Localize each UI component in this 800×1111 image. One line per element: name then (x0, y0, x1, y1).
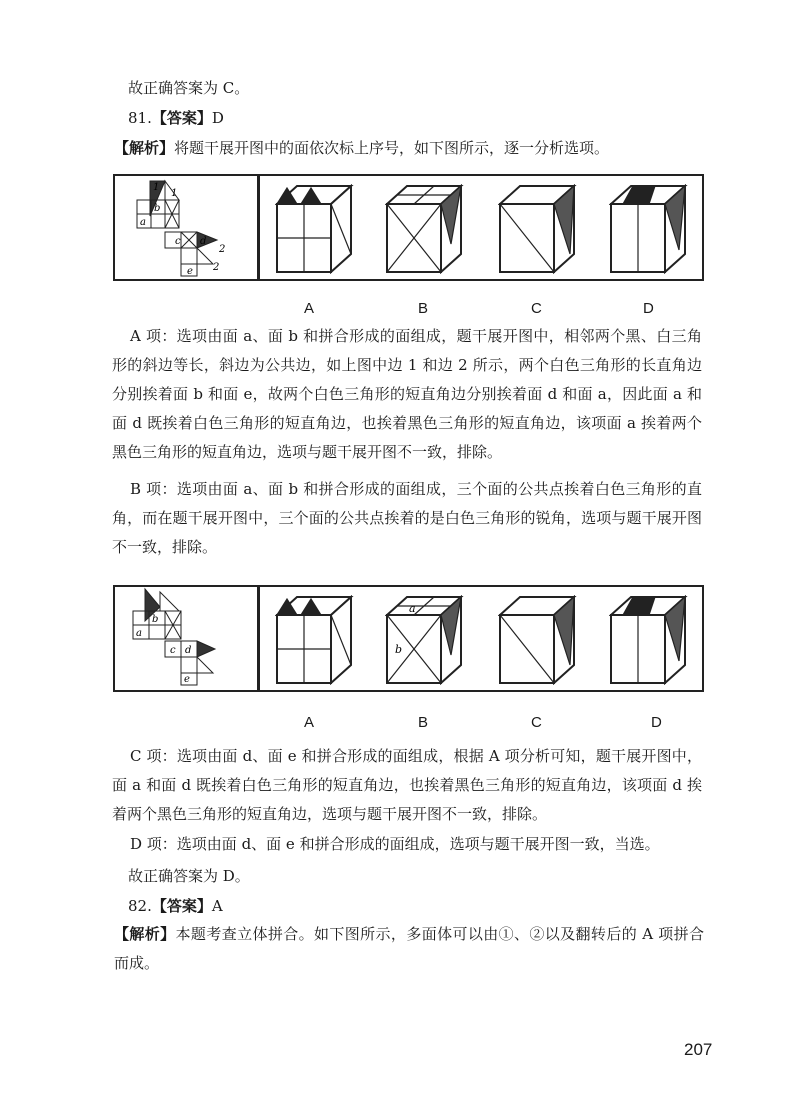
net1-label-e: e (187, 266, 193, 277)
q81-conclusion: 故正确答案为 D。 (128, 867, 250, 885)
net-svg-1 (115, 176, 257, 279)
cube-option-d-2 (609, 595, 689, 685)
net1-label-a: a (140, 217, 146, 228)
figure-1 (113, 174, 704, 281)
net2-label-d: d (185, 645, 192, 656)
cube-option-c-2 (498, 595, 578, 685)
net1-label-d: d (200, 236, 207, 247)
q81-intro: 将题干展开图中的面依次标上序号，如下图所示，逐一分析选项。 (174, 139, 610, 157)
net2-label-a: a (136, 628, 142, 639)
fig2-option-d-label: D (651, 714, 662, 731)
cube-option-b-1 (385, 184, 465, 274)
net-svg-2 (115, 587, 257, 690)
q82-analysis-block (114, 920, 704, 978)
fig2-option-c-label: C (531, 714, 542, 731)
cube-option-d-1 (609, 184, 689, 274)
q81-answer: D (211, 109, 224, 127)
option-b-analysis: B 项：选项由面 a、面 b 和拼合形成的面组成，三个面的公共点挨着白色三角形的直角，而在题干展开图中，三个面的公共点挨着的是白色三角形的锐角，选项与题干展开图不一致，排除。 (112, 480, 702, 556)
q82-answer: A (211, 897, 223, 915)
fig1-option-a-label: A (304, 300, 315, 317)
net2-label-c: c (170, 645, 176, 656)
option-a-analysis: A 项：选项由面 a、面 b 和拼合形成的面组成，题干展开图中，相邻两个黑、白三角形的斜边等长，斜边为公共边，如上图中边 1 和边 2 所示，两个白色三角形的长直角边分别挨着面 b 和面 e，故两个白色三角形的短直角边分别挨着面 d 和面 a，因此面 a 和面 d 既挨着白色三角形的短直角边，也挨着黑色三角形的短直角边，该项面 a 挨着两个黑色三角形的短直角边，选项与题干展开图不一致，排除。 (112, 327, 702, 461)
q81-analysis-line (114, 138, 609, 158)
net1-label-1a: 1 (153, 182, 160, 193)
net-diagram-2 (115, 587, 260, 690)
net2-label-e: e (184, 674, 190, 685)
net1-label-b: b (154, 203, 161, 214)
net-diagram-1 (115, 176, 260, 279)
q82-analysis: 本题考查立体拼合。如下图所示，多面体可以由①、②以及翻转后的 A 项拼合而成。 (114, 925, 704, 972)
q81-number: 81. (128, 109, 152, 127)
fig1-option-b-label: B (418, 300, 429, 317)
cube-option-a-1 (275, 184, 355, 274)
page-number: 207 (684, 1040, 713, 1059)
net1-label-2b: 2 (213, 262, 220, 273)
figure-2 (113, 585, 704, 692)
option-c-analysis: C 项：选项由面 d、面 e 和拼合形成的面组成，根据 A 项分析可知，题干展开图中，面 a 和面 d 既挨着白色三角形的短直角边，也挨着黑色三角形的短直角边，该项面 d 挨着两个黑色三角形的短直角边，选项与题干展开图不一致，排除。 (112, 747, 702, 823)
answer-tag: 【答案】 (151, 109, 212, 127)
cube-option-c-1 (498, 184, 578, 274)
option-d-analysis: D 项：选项由面 d、面 e 和拼合形成的面组成，选项与题干展开图一致，当选。 (130, 835, 660, 853)
net2-label-b: b (152, 614, 159, 625)
q82-number: 82. (128, 897, 152, 915)
analysis-tag: 【解析】 (114, 139, 175, 157)
net1-label-c: c (175, 236, 181, 247)
net1-label-1b: 1 (171, 188, 178, 199)
fig1-option-c-label: C (531, 300, 542, 317)
answer-tag-82: 【答案】 (151, 897, 212, 915)
cube-b-label-a: a (409, 602, 416, 615)
previous-answer-line: 故正确答案为 C。 (128, 79, 250, 97)
fig2-option-b-label: B (418, 714, 429, 731)
q82-answer-line (128, 896, 223, 916)
fig2-option-a-label: A (304, 714, 315, 731)
fig1-option-d-label: D (643, 300, 654, 317)
cube-b-label-b: b (395, 643, 403, 656)
cube-option-a-2 (275, 595, 355, 685)
q81-answer-line (128, 108, 224, 128)
net1-label-2a: 2 (219, 244, 226, 255)
analysis-tag-82: 【解析】 (114, 925, 176, 943)
cube-option-b-2 (385, 595, 465, 685)
